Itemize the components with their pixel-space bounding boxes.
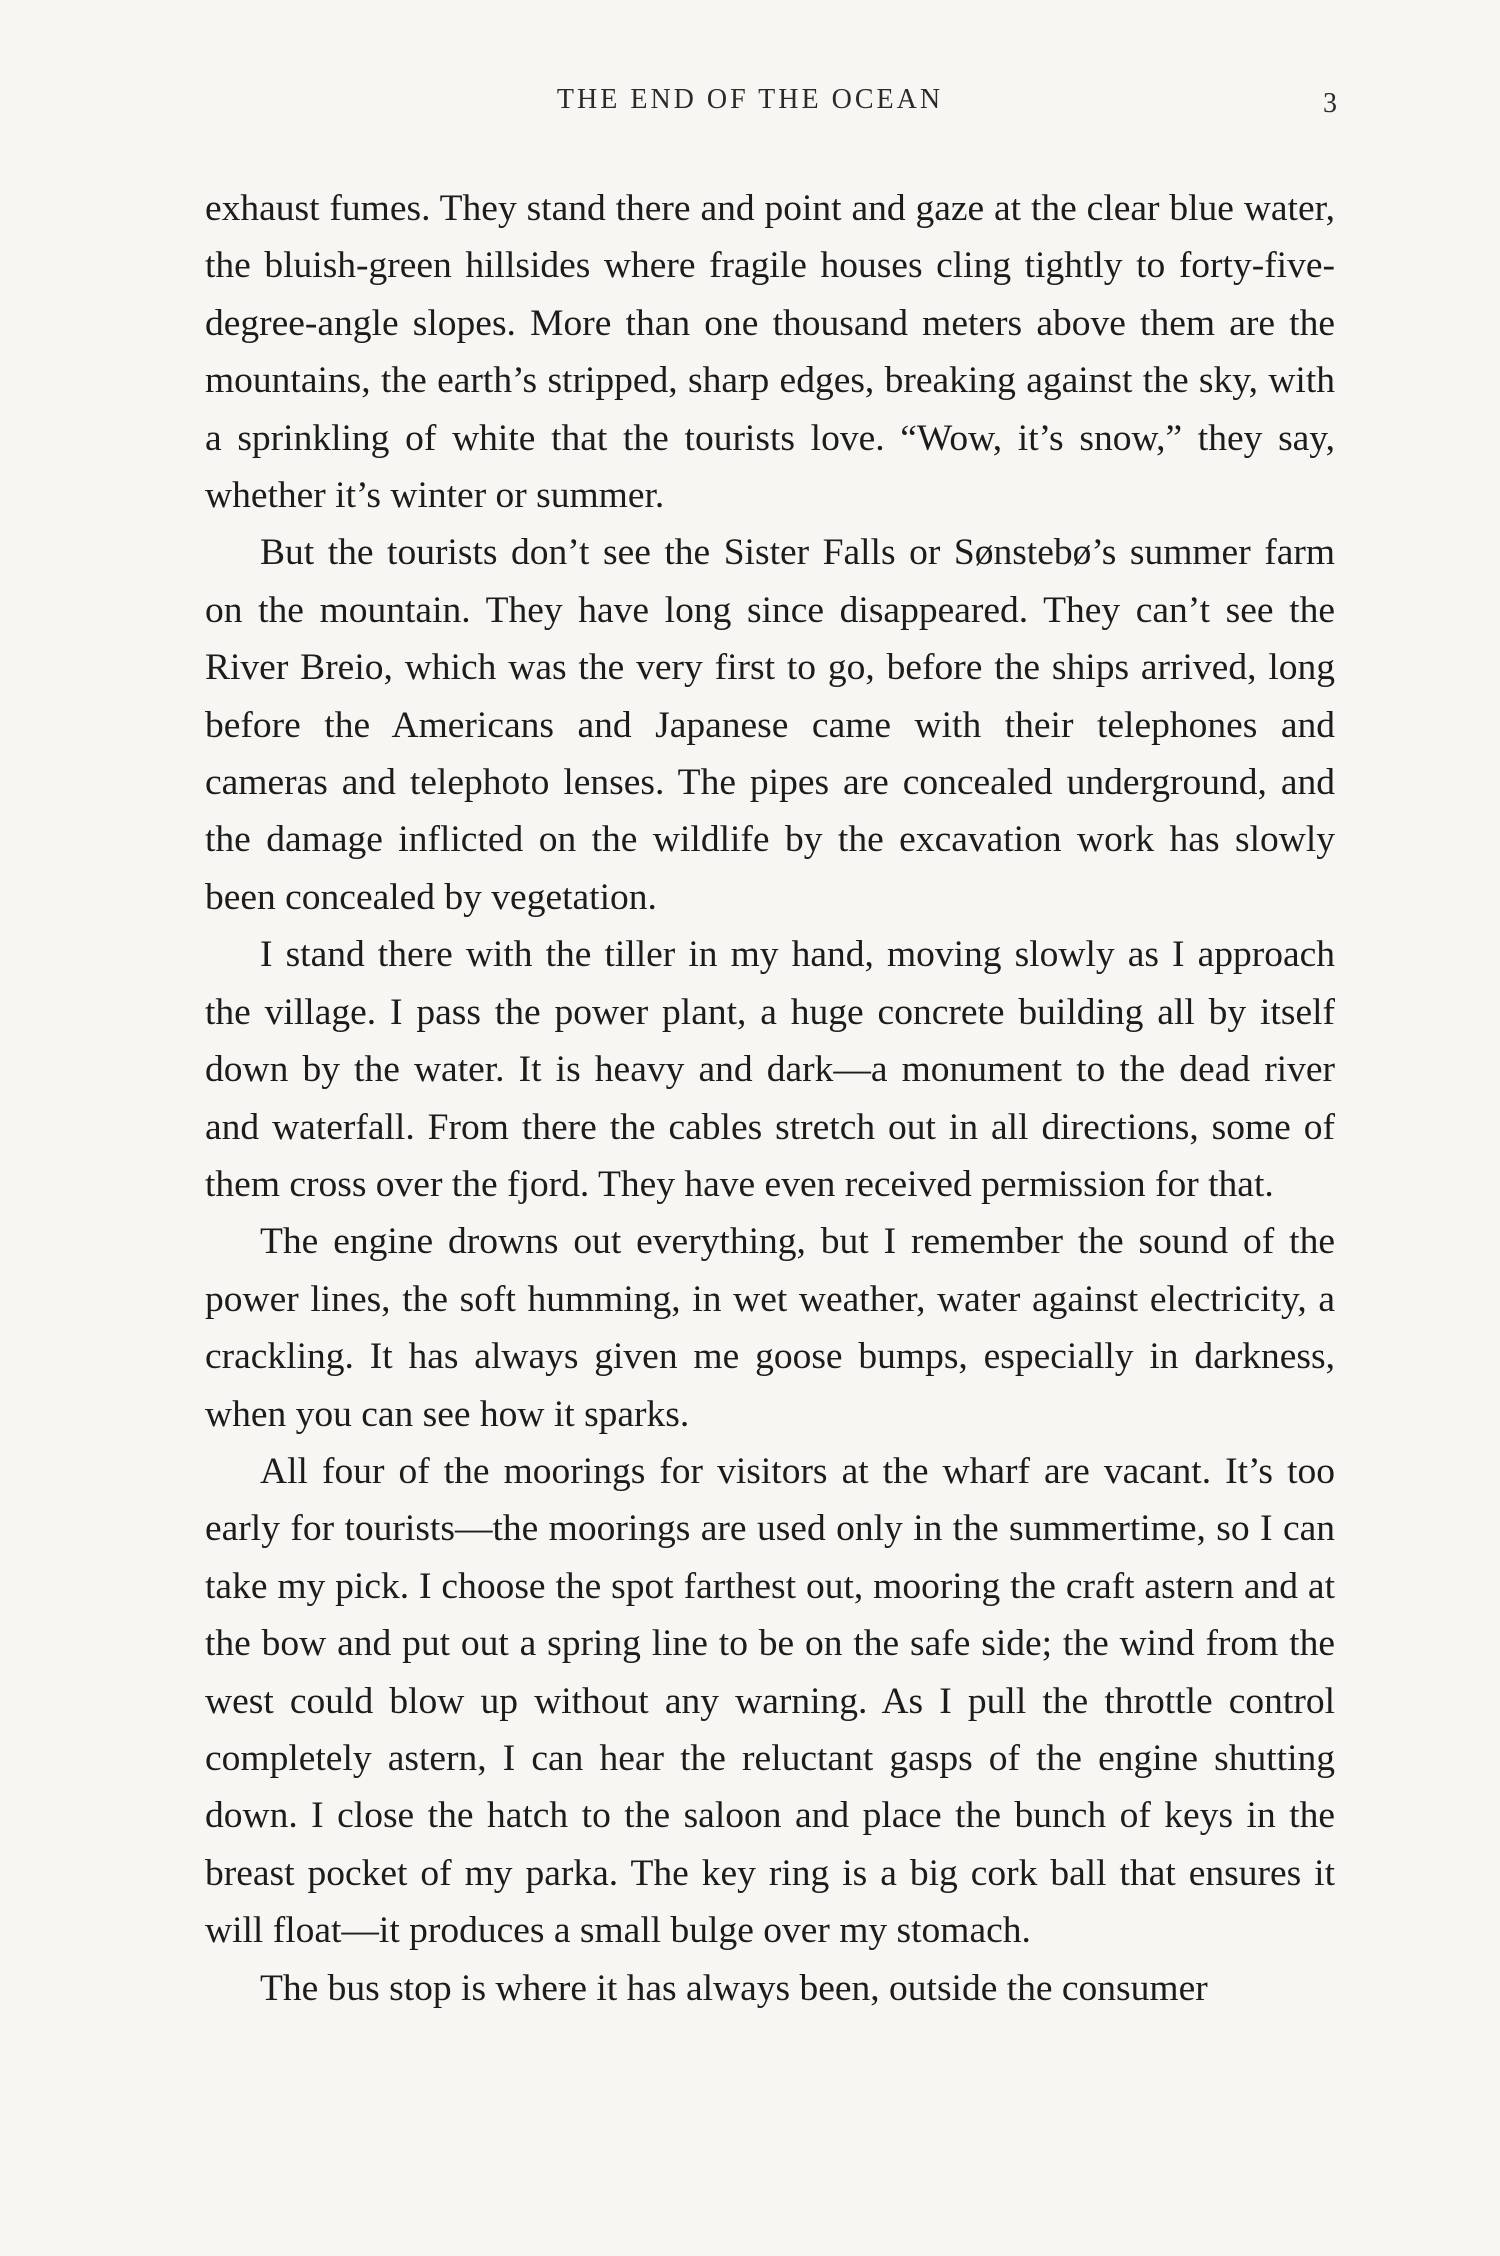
running-head bbox=[0, 84, 1500, 124]
body-text bbox=[205, 180, 1335, 2017]
paragraph: The bus stop is where it has always been, outside the consumer bbox=[260, 1967, 1208, 2009]
paragraph: The engine drowns out everything, but I remember the sound of the power lines, the soft humming, in wet weather, water against electricity, a crackling. It has always given me goose bumps, especially in darkness, when you can see how it sparks. bbox=[205, 1221, 1335, 1435]
paragraph: I stand there with the tiller in my hand, moving slowly as I approach the village. I pass the power plant, a huge concrete building all by itself down by the water. It is heavy and dark—a monument to the dead river and waterfall. From there the cables stretch out in all directions, some of them cross over the fjord. They have even received permission for that. bbox=[205, 934, 1335, 1205]
running-title: THE END OF THE OCEAN bbox=[556, 84, 944, 115]
page-number: 3 bbox=[1323, 88, 1337, 119]
paragraph: All four of the moorings for visitors at the wharf are vacant. It’s too early for tourists—the moorings are used only in the summertime, so I can take my pick. I choose the spot farthest out, mooring the craft astern and at the bow and put out a spring line to be on the safe side; the wind from the west could blow up without any warning. As I pull the throttle control completely astern, I can hear the reluctant gasps of the engine shutting down. I close the hatch to the saloon and place the bunch of keys in the breast pocket of my parka. The key ring is a big cork ball that ensures it will float—it produces a small bulge over my stomach. bbox=[205, 1450, 1335, 1952]
paragraph: But the tourists don’t see the Sister Falls or Sønstebø’s summer farm on the mountain. They have long since disappeared. They can’t see the River Breio, which was the very first to go, before the ships arrived, long before the Americans and Japanese came with their telephones and cameras and telephoto lenses. The pipes are concealed underground, and the damage inflicted on the wildlife by the excavation work has slowly been concealed by vegetation. bbox=[205, 532, 1335, 918]
paragraph: exhaust fumes. They stand there and point and gaze at the clear blue water, the bluish-green hillsides where fragile houses cling tightly to forty-five-degree-angle slopes. More than one thousand meters above them are the mountains, the earth’s stripped, sharp edges, breaking against the sky, with a sprinkling of white that the tourists love. “Wow, it’s snow,” they say, whether it’s winter or summer. bbox=[205, 188, 1335, 517]
